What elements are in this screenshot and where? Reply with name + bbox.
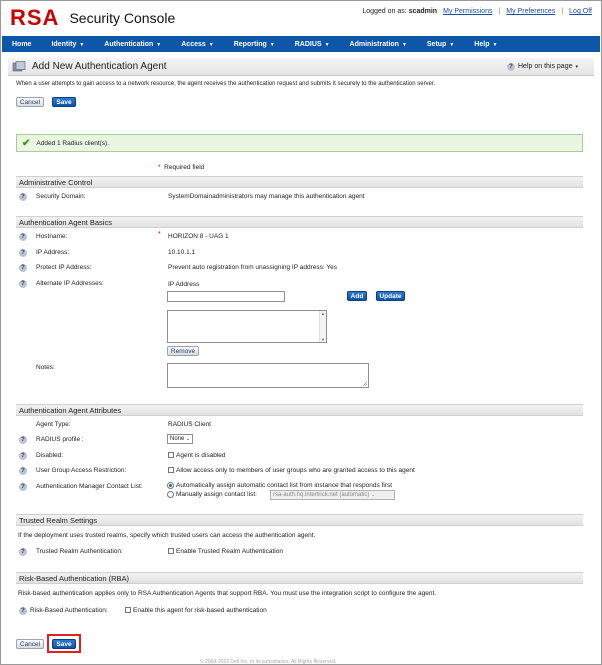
help-icon[interactable]: ? bbox=[19, 280, 27, 288]
notes-label: Notes: bbox=[36, 364, 55, 371]
app-title: Security Console bbox=[69, 10, 176, 26]
required-star: * bbox=[158, 231, 161, 238]
help-icon[interactable]: ? bbox=[19, 436, 27, 444]
username: scadmin bbox=[408, 8, 438, 15]
rba-description: Risk-based authentication applies only to RSA Authentication Agents that support RBA. You must use the integration script to configure the agent. bbox=[18, 590, 437, 597]
chevron-down-icon: ▼ bbox=[492, 41, 498, 48]
success-message: Added 1 Radius client(s). bbox=[36, 139, 110, 147]
trusted-realm-label: Trusted Realm Authentication: bbox=[36, 548, 123, 555]
chevron-down-icon: ▼ bbox=[449, 41, 455, 48]
footer-text: © 2004-2022 Dell Inc. or its subsidiaries. All Rights Reserved. bbox=[200, 659, 337, 665]
user-bar bbox=[362, 8, 592, 15]
nav-access[interactable]: Access ▼ bbox=[181, 40, 214, 48]
security-domain-value: SystemDomainadministrators may manage this authentication agent bbox=[168, 193, 365, 200]
add-ip-button[interactable]: Add bbox=[347, 291, 367, 301]
nav-help[interactable]: Help ▼ bbox=[474, 40, 498, 48]
ip-address-value: 10.10.1.1 bbox=[168, 249, 196, 256]
contact-auto-radio[interactable] bbox=[167, 482, 174, 489]
alternate-ip-label: Alternate IP Addresses: bbox=[36, 280, 104, 287]
cancel-button-top[interactable]: Cancel bbox=[16, 97, 44, 107]
separator: | bbox=[498, 8, 501, 15]
agent-disabled-checkbox[interactable] bbox=[168, 452, 174, 458]
help-icon: ? bbox=[507, 63, 515, 71]
save-button-bottom[interactable]: Save bbox=[52, 639, 76, 649]
scroll-up-icon[interactable]: ▲ bbox=[321, 311, 325, 316]
help-icon[interactable]: ? bbox=[19, 452, 27, 460]
contact-manual-option: Manually assign contact list: bbox=[176, 491, 257, 498]
trusted-realm-option: Enable Trusted Realm Authentication bbox=[176, 548, 283, 555]
chevron-down-icon: ▼ bbox=[156, 41, 162, 48]
ip-address-column-label: IP Address bbox=[168, 281, 200, 288]
group-restriction-checkbox[interactable] bbox=[168, 467, 174, 473]
nav-home[interactable]: Home bbox=[12, 40, 32, 48]
save-button-top[interactable]: Save bbox=[52, 97, 76, 107]
trusted-realm-checkbox[interactable] bbox=[168, 548, 174, 554]
help-icon[interactable]: ? bbox=[19, 233, 27, 241]
trusted-realm-description: If the deployment uses trusted realms, specify which trusted users can access the authentication agent. bbox=[18, 532, 316, 539]
nav-identity[interactable]: Identity ▼ bbox=[51, 40, 85, 48]
logo-text: RSA bbox=[10, 5, 60, 30]
logged-on-label: Logged on as: scadmin bbox=[362, 8, 438, 15]
nav-authentication[interactable]: Authentication ▼ bbox=[104, 40, 162, 48]
rba-label: Risk-Based Authentication: bbox=[30, 607, 108, 614]
section-administrative-control: Administrative Control bbox=[16, 176, 583, 188]
notes-textarea[interactable] bbox=[167, 363, 369, 388]
main-nav bbox=[2, 36, 600, 52]
list-scrollbar[interactable] bbox=[319, 311, 326, 342]
nav-radius[interactable]: RADIUS ▼ bbox=[294, 40, 330, 48]
radius-profile-select[interactable]: None ⌄ bbox=[167, 434, 193, 444]
remove-ip-button[interactable]: Remove bbox=[167, 346, 199, 356]
rsa-logo bbox=[10, 6, 175, 30]
chevron-down-icon: ▼ bbox=[401, 41, 407, 48]
section-agent-basics: Authentication Agent Basics bbox=[16, 216, 583, 228]
help-icon[interactable]: ? bbox=[19, 607, 27, 615]
agent-disabled-option: Agent is disabled bbox=[176, 452, 226, 459]
help-on-page-link[interactable]: ? Help on this page ▾ bbox=[507, 63, 578, 71]
group-restriction-option: Allow access only to members of user groups who are granted access to this agent bbox=[176, 467, 415, 474]
resize-handle-icon[interactable] bbox=[362, 381, 367, 386]
update-ip-button[interactable]: Update bbox=[376, 291, 405, 301]
rba-checkbox[interactable] bbox=[125, 607, 131, 613]
required-note: * Required field bbox=[158, 164, 205, 171]
nav-administration[interactable]: Administration ▼ bbox=[349, 40, 407, 48]
agent-type-value: RADIUS Client bbox=[168, 421, 211, 428]
section-trusted-realm: Trusted Realm Settings bbox=[16, 514, 583, 526]
help-icon[interactable]: ? bbox=[19, 249, 27, 257]
chevron-down-icon: ▼ bbox=[79, 41, 85, 48]
nav-reporting[interactable]: Reporting ▼ bbox=[233, 40, 275, 48]
alternate-ip-input[interactable] bbox=[167, 291, 285, 302]
protect-ip-value: Prevent auto registration from unassigning IP address: Yes bbox=[168, 264, 337, 271]
separator: | bbox=[561, 8, 564, 15]
help-icon[interactable]: ? bbox=[19, 193, 27, 201]
help-icon[interactable]: ? bbox=[19, 483, 27, 491]
my-preferences-link[interactable]: My Preferences bbox=[506, 8, 556, 15]
hostname-value: HORIZON 8 - UAG 1 bbox=[168, 233, 229, 240]
highlight-box bbox=[47, 634, 81, 653]
disabled-label: Disabled: bbox=[36, 452, 64, 459]
success-banner bbox=[16, 134, 583, 152]
rba-option: Enable this agent for risk-based authentication bbox=[133, 607, 267, 614]
log-off-link[interactable]: Log Off bbox=[569, 8, 592, 15]
chevron-down-icon: ▼ bbox=[269, 41, 275, 48]
help-icon[interactable]: ? bbox=[19, 467, 27, 475]
ip-address-label: IP Address: bbox=[36, 249, 70, 256]
chevron-down-icon: ▼ bbox=[324, 41, 330, 48]
chevron-down-icon: ▼ bbox=[208, 41, 214, 48]
security-domain-label: Security Domain: bbox=[36, 193, 86, 200]
page-title-bar bbox=[8, 58, 594, 76]
section-rba: Risk-Based Authentication (RBA) bbox=[16, 572, 583, 584]
agent-icon bbox=[12, 61, 26, 73]
group-restriction-label: User Group Access Restriction: bbox=[36, 467, 127, 474]
check-icon: ✔ bbox=[22, 137, 31, 149]
help-icon[interactable]: ? bbox=[19, 264, 27, 272]
nav-setup[interactable]: Setup ▼ bbox=[426, 40, 455, 48]
contact-list-label: Authentication Manager Contact List: bbox=[36, 483, 143, 490]
section-agent-attributes: Authentication Agent Attributes bbox=[16, 404, 583, 416]
help-icon[interactable]: ? bbox=[19, 548, 27, 556]
radius-profile-label: RADIUS profile : bbox=[36, 436, 84, 443]
agent-type-label: Agent Type: bbox=[36, 421, 71, 428]
intro-text: When a user attempts to gain access to a network resource, the agent receives the authentication request and submits it securely to the authentication server. bbox=[16, 81, 436, 87]
contact-auto-option: Automatically assign automatic contact list from instance that responds first bbox=[176, 482, 393, 489]
scroll-down-icon[interactable]: ▼ bbox=[321, 337, 325, 342]
alternate-ip-list[interactable] bbox=[167, 310, 327, 343]
contact-manual-radio[interactable] bbox=[167, 491, 174, 498]
page-title: Add New Authentication Agent bbox=[32, 61, 167, 72]
contact-list-select[interactable]: rsa-auth.hq.intertrick.net (automatic) ⌄ bbox=[270, 490, 395, 500]
hostname-label: Hostname: bbox=[36, 233, 68, 240]
protect-ip-label: Protect IP Address: bbox=[36, 264, 92, 271]
cancel-button-bottom[interactable]: Cancel bbox=[16, 639, 44, 649]
my-permissions-link[interactable]: My Permissions bbox=[443, 8, 493, 15]
